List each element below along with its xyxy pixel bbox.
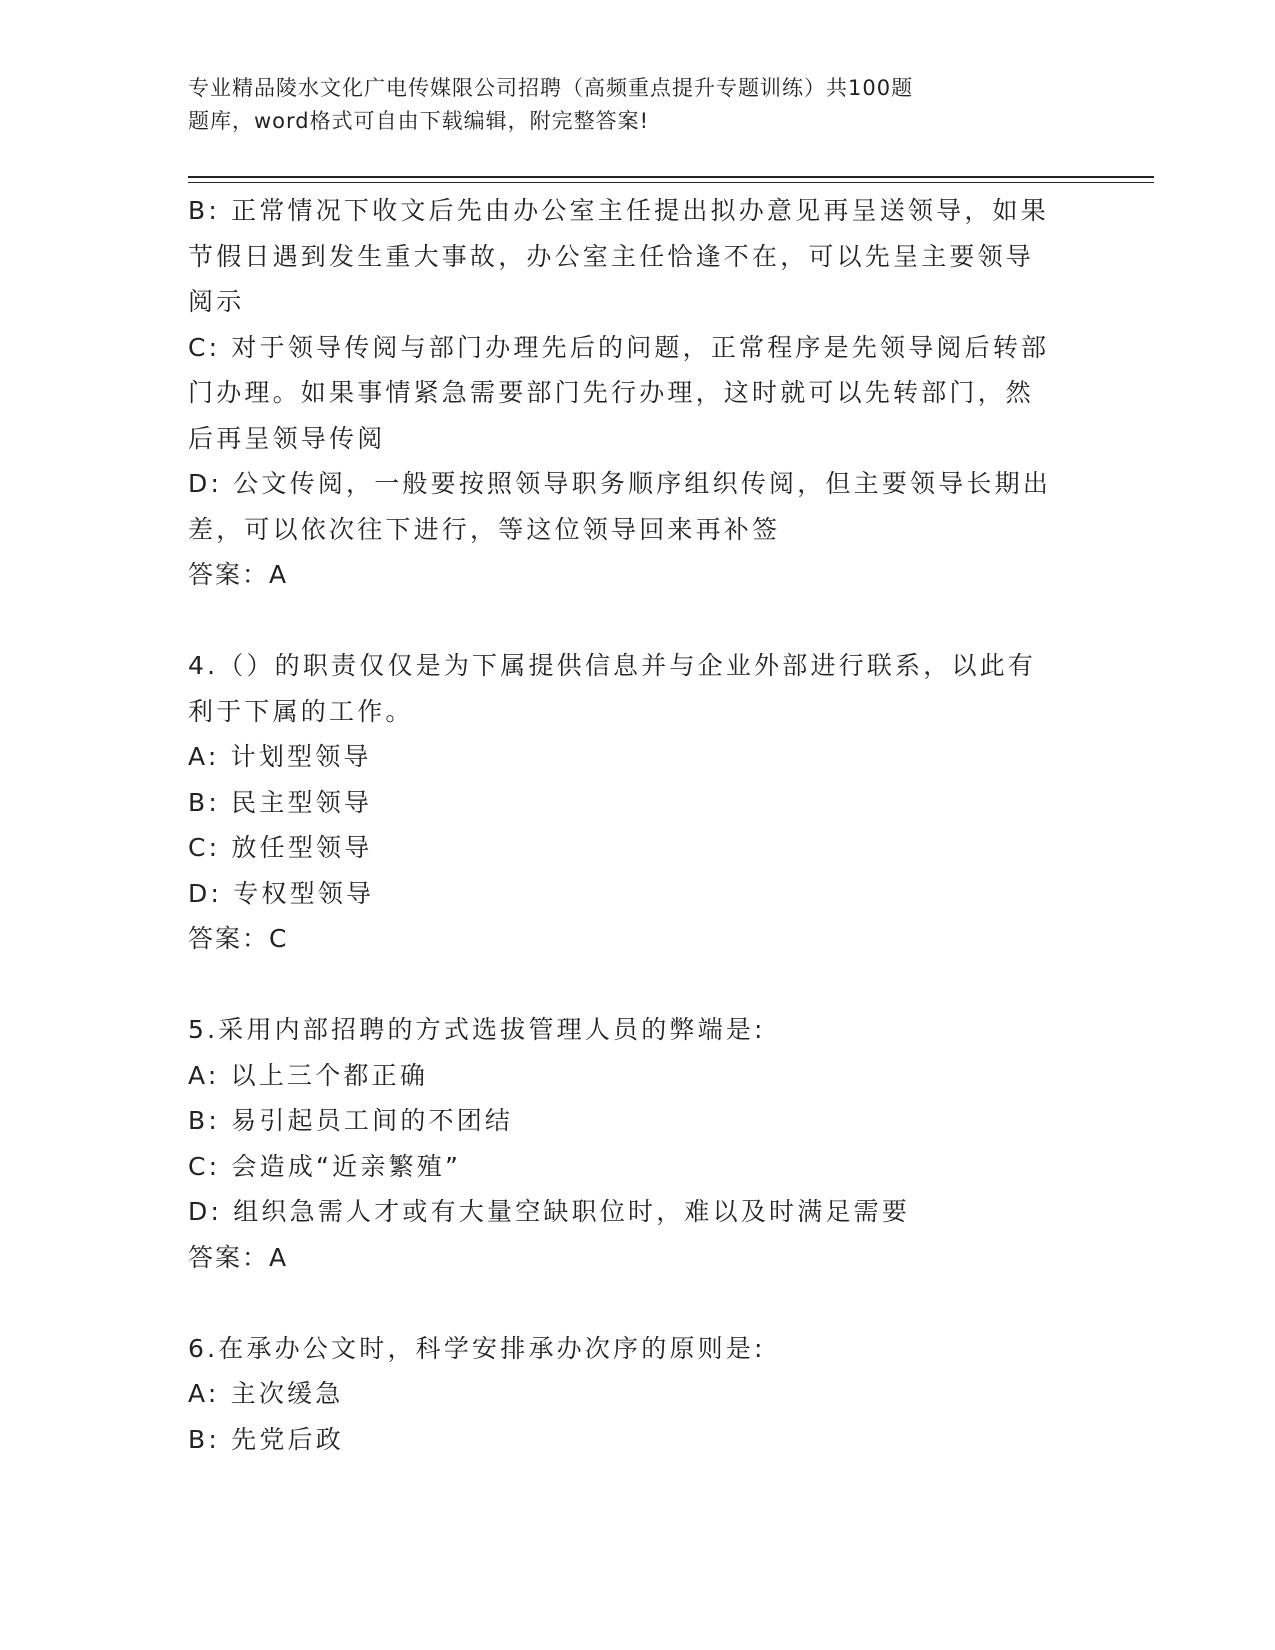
header-divider-thin — [188, 182, 1154, 183]
question-content — [188, 188, 1088, 1462]
q3-option-d-line-1: D: 公文传阅，一般要按照领导职务顺序组织传阅，但主要领导长期出 — [188, 469, 1052, 498]
q5-question: 5.采用内部招聘的方式选拔管理人员的弊端是: — [188, 1015, 766, 1044]
q4-option-b: B: 民主型领导 — [188, 787, 373, 817]
header-title-line-2: 题库，word格式可自由下载编辑，附完整答案! — [188, 109, 650, 133]
q3-option-b-line-2: 节假日遇到发生重大事故，办公室主任恰逢不在，可以先呈主要领导 — [188, 241, 1035, 271]
q4-option-d: D: 专权型领导 — [188, 878, 375, 908]
q4-question-line-2: 利于下属的工作。 — [188, 696, 414, 726]
header-divider-thick — [188, 176, 1154, 178]
spacer — [188, 1280, 1088, 1326]
q4-answer: 答案：C — [188, 924, 289, 953]
question-3-block — [188, 188, 1088, 598]
question-4-block — [188, 643, 1088, 962]
q6-option-b: B: 先党后政 — [188, 1424, 344, 1454]
question-5-block — [188, 1007, 1088, 1280]
q6-option-a: A: 主次缓急 — [188, 1379, 344, 1408]
q5-answer: 答案：A — [188, 1242, 289, 1272]
q3-option-d-line-2: 差，可以依次往下进行，等这位领导回来再补签 — [188, 514, 781, 544]
q5-option-c: C: 会造成“近亲繁殖” — [188, 1151, 462, 1181]
q6-question: 6.在承办公文时，科学安排承办次序的原则是: — [188, 1333, 766, 1363]
header-title-line-1: 专业精品陵水文化广电传媒限公司招聘（高频重点提升专题训练）共100题 — [188, 76, 914, 100]
q4-option-a: A: 计划型领导 — [188, 742, 372, 771]
q3-option-b-line-3: 阅示 — [188, 287, 245, 316]
q3-option-c-line-1: C: 对于领导传阅与部门办理先后的问题，正常程序是先领导阅后转部 — [188, 332, 1050, 362]
q3-option-c-line-2: 门办理。如果事情紧急需要部门先行办理，这时就可以先转部门，然 — [188, 378, 1035, 407]
q3-answer: 答案：A — [188, 560, 289, 589]
q5-option-d: D: 组织急需人才或有大量空缺职位时，难以及时满足需要 — [188, 1197, 911, 1226]
q3-option-b-line-1: B: 正常情况下收文后先由办公室主任提出拟办意见再呈送领导，如果 — [188, 196, 1049, 225]
q5-option-a: A: 以上三个都正确 — [188, 1060, 429, 1090]
q4-option-c: C: 放任型领导 — [188, 833, 373, 862]
question-6-block — [188, 1326, 1088, 1463]
q3-option-c-line-3: 后再呈领导传阅 — [188, 423, 386, 453]
q5-option-b: B: 易引起员工间的不团结 — [188, 1106, 514, 1135]
spacer — [188, 962, 1088, 1008]
q4-question-line-1: 4.（）的职责仅仅是为下属提供信息并与企业外部进行联系，以此有 — [188, 651, 1037, 680]
document-header — [188, 72, 1048, 138]
spacer — [188, 598, 1088, 644]
